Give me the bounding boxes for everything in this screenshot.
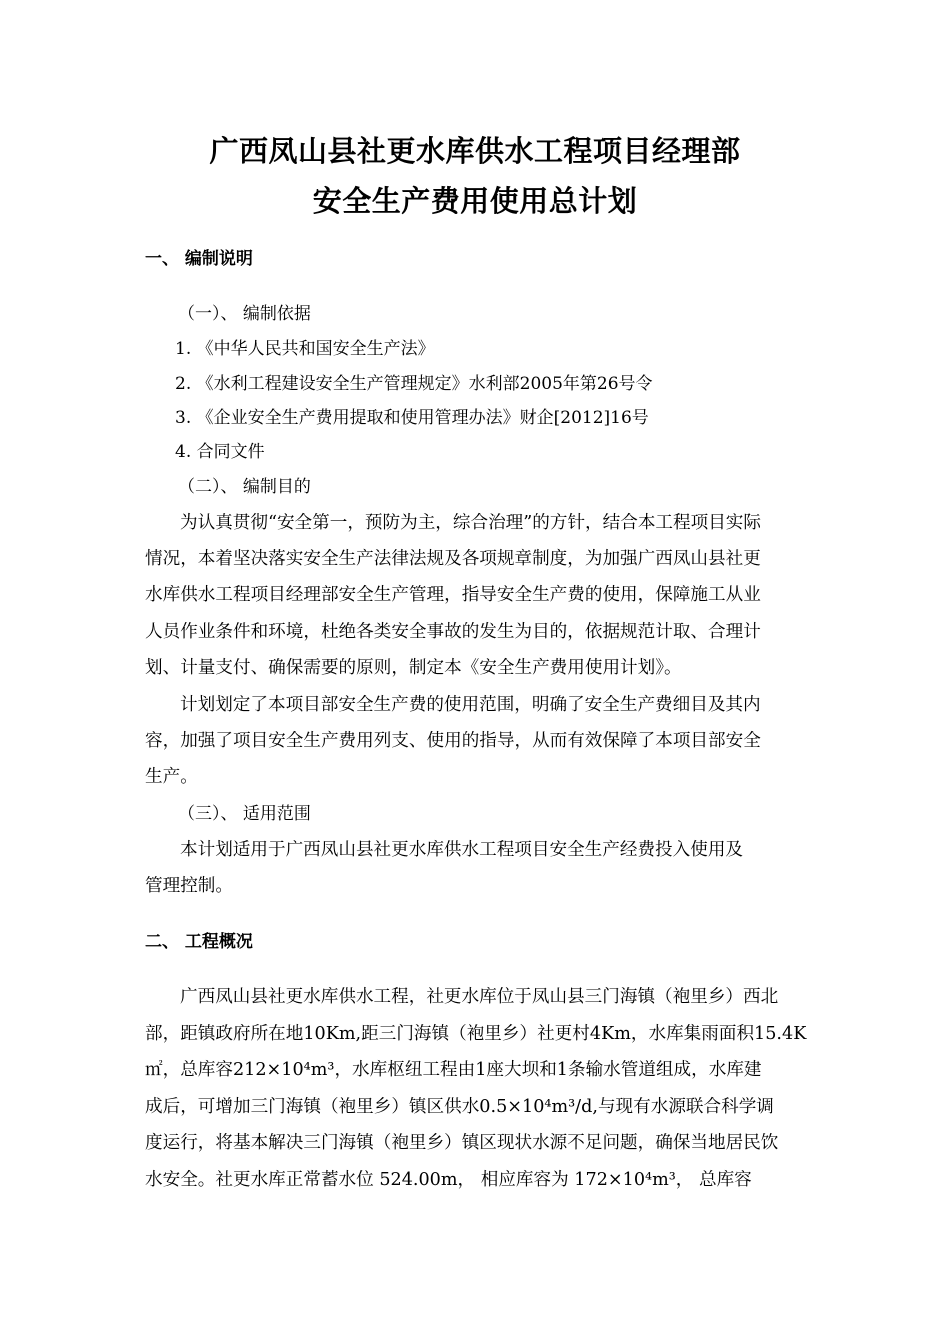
paragraph-line: 广西凤山县社更水库供水工程，社更水库位于凤山县三门海镇（袍里乡）西北 — [180, 987, 779, 1007]
paragraph-line: 人员作业条件和环境，杜绝各类安全事故的发生为目的，依据规范计取、合理计 — [145, 621, 761, 642]
document-title-line2: 安全生产费用使用总计划 — [312, 184, 638, 218]
subheading-purpose: （二）、 编制目的 — [178, 477, 311, 497]
paragraph-line: ㎡，总库容212×10⁴m³，水库枢纽工程由1座大坝和1条输水管道组成，水库建 — [145, 1060, 762, 1081]
paragraph-line: 部，距镇政府所在地10Km,距三门海镇（袍里乡）社更村4Km，水库集雨面积15.4K — [145, 1023, 807, 1044]
subheading-scope: （三）、 适用范围 — [178, 804, 311, 824]
purpose-paragraph — [145, 505, 810, 686]
subheading-basis: （一）、 编制依据 — [178, 304, 311, 324]
applicability-paragraph — [145, 832, 810, 904]
paragraph-line: 计划划定了本项目部安全生产费的使用范围，明确了安全生产费细目及其内 — [180, 695, 761, 715]
basis-item-2: 2. 《水利工程建设安全生产管理规定》水利部2005年第26号令 — [175, 374, 653, 394]
paragraph-line: 水库供水工程项目经理部安全生产管理，指导安全生产费的使用，保障施工从业 — [145, 585, 761, 606]
paragraph-line: 度运行，将基本解决三门海镇（袍里乡）镇区现状水源不足问题，确保当地居民饮 — [145, 1133, 779, 1154]
basis-item-4: 4. 合同文件 — [175, 442, 265, 462]
paragraph-line: 情况，本着坚决落实安全生产法律法规及各项规章制度，为加强广西凤山县社更 — [145, 549, 761, 570]
basis-item-1: 1. 《中华人民共和国安全生产法》 — [175, 339, 435, 359]
basis-item-3: 3. 《企业安全生产费用提取和使用管理办法》财企[2012]16号 — [175, 408, 649, 428]
document-title-line1: 广西凤山县社更水库供水工程项目经理部 — [209, 134, 741, 168]
section-heading-overview: 二、 工程概况 — [145, 932, 253, 952]
paragraph-line: 生产。 — [145, 767, 198, 788]
section-heading-compilation: 一、 编制说明 — [145, 249, 253, 269]
scope-paragraph — [145, 687, 810, 796]
paragraph-line: 为认真贯彻“安全第一，预防为主，综合治理”的方针，结合本工程项目实际 — [180, 513, 761, 533]
overview-paragraph — [145, 979, 810, 1199]
paragraph-line: 容，加强了项目安全生产费用列支、使用的指导，从而有效保障了本项目部安全 — [145, 731, 761, 752]
paragraph-line: 成后，可增加三门海镇（袍里乡）镇区供水0.5×10⁴m³/d,与现有水源联合科学调 — [145, 1096, 774, 1117]
paragraph-line: 水安全。社更水库正常蓄水位 524.00m， 相应库容为 172×10⁴m³， 总库容 — [145, 1169, 752, 1190]
paragraph-line: 管理控制。 — [145, 876, 233, 897]
paragraph-line: 本计划适用于广西凤山县社更水库供水工程项目安全生产经费投入使用及 — [180, 840, 744, 860]
paragraph-line: 划、计量支付、确保需要的原则，制定本《安全生产费用使用计划》。 — [145, 657, 682, 678]
